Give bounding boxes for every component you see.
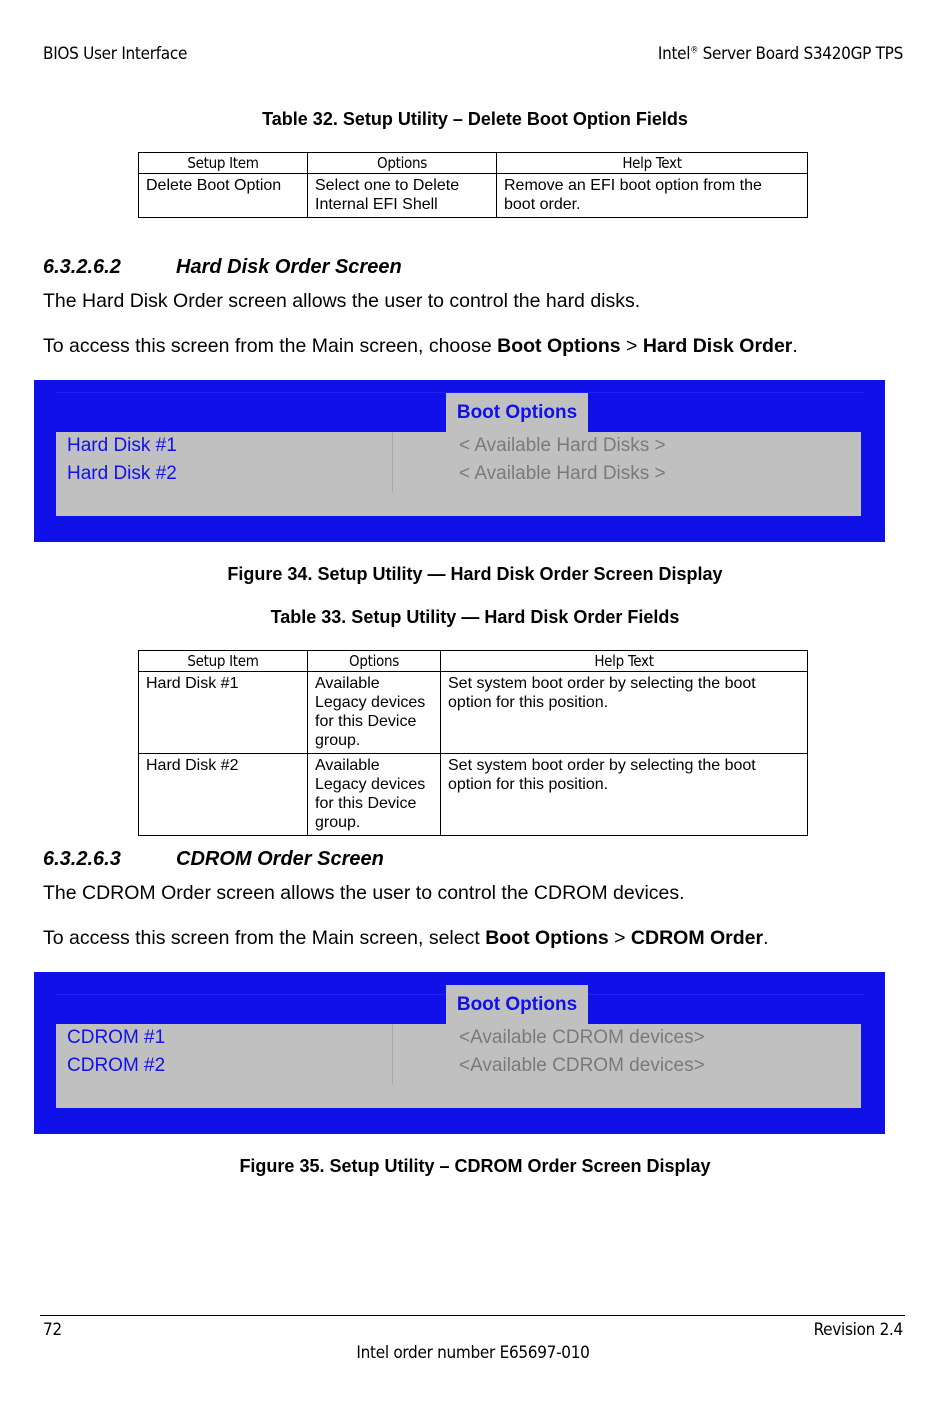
registered-mark: ® [690, 45, 699, 56]
bios-panel [56, 1024, 861, 1108]
header-help-text: Help Text [441, 651, 808, 672]
text: To access this screen from the Main screen, select [43, 927, 486, 949]
cell-help [441, 754, 808, 836]
header-options: Options [308, 153, 497, 174]
text: > [620, 335, 643, 357]
cell-item: Delete Boot Option [139, 174, 308, 218]
bios-value[interactable]: < Available Hard Disks > [459, 435, 666, 456]
running-header-left: BIOS User Interface [43, 44, 188, 64]
options-line: Legacy devices [315, 776, 426, 793]
cell-item: Hard Disk #1 [139, 672, 308, 754]
options-line: Available [315, 675, 380, 692]
options-line: Internal EFI Shell [315, 196, 438, 213]
header-product: Server Board S3420GP TPS [698, 44, 903, 64]
help-line: boot order. [504, 196, 581, 213]
section-number: 6.3.2.6.3 [43, 848, 121, 870]
table-row [139, 754, 808, 836]
table-header-row [139, 153, 808, 174]
header-brand: Intel [657, 44, 691, 64]
bios-value[interactable]: <Available CDROM devices> [459, 1055, 705, 1076]
help-line: option for this position. [448, 776, 609, 793]
header-options: Options [308, 651, 441, 672]
revision: Revision 2.4 [813, 1320, 903, 1340]
cell-options [308, 672, 441, 754]
help-line: Set system boot order by selecting the boot [448, 757, 756, 774]
paragraph-access [43, 927, 769, 950]
column-divider [392, 432, 393, 492]
paragraph-access [43, 335, 798, 358]
cell-options [308, 754, 441, 836]
bios-value[interactable]: < Available Hard Disks > [459, 463, 666, 484]
header-help-text: Help Text [497, 153, 808, 174]
text: . [763, 927, 769, 949]
options-line: for this Device [315, 795, 417, 812]
section-title: CDROM Order Screen [176, 848, 384, 870]
bios-screen-hard-disk-order [34, 380, 885, 542]
help-line: Set system boot order by selecting the boot [448, 675, 756, 692]
bold-text: Boot Options [497, 335, 621, 357]
options-line: Legacy devices [315, 694, 426, 711]
text: To access this screen from the Main screen, choose [43, 335, 498, 357]
footer-rule [40, 1315, 905, 1316]
bold-text: Hard Disk Order [642, 335, 793, 357]
help-line: Remove an EFI boot option from the [504, 177, 762, 194]
cell-help [497, 174, 808, 218]
text: > [608, 927, 631, 949]
cell-options [308, 174, 497, 218]
cell-item: Hard Disk #2 [139, 754, 308, 836]
header-setup-item: Setup Item [139, 153, 308, 174]
bios-item-cdrom-1[interactable]: CDROM #1 [67, 1027, 166, 1048]
tab-boot-options[interactable]: Boot Options [446, 393, 588, 433]
paragraph: The CDROM Order screen allows the user to control the CDROM devices. [43, 882, 685, 904]
bios-item-hard-disk-1[interactable]: Hard Disk #1 [67, 435, 177, 456]
table32 [138, 152, 808, 218]
bios-screen-cdrom-order [34, 972, 885, 1134]
table33-caption: Table 33. Setup Utility — Hard Disk Order Fields [270, 607, 680, 627]
options-line: group. [315, 814, 361, 831]
column-divider [392, 1024, 393, 1084]
running-header-right [658, 44, 903, 64]
order-number: Intel order number E65697-010 [356, 1343, 590, 1363]
options-line: Available [315, 757, 380, 774]
paragraph: The Hard Disk Order screen allows the user to control the hard disks. [43, 290, 641, 312]
table-header-row [139, 651, 808, 672]
bold-text: Boot Options [485, 927, 609, 949]
table-row [139, 174, 808, 218]
options-line: for this Device [315, 713, 417, 730]
bios-item-hard-disk-2[interactable]: Hard Disk #2 [67, 463, 177, 484]
bios-item-cdrom-2[interactable]: CDROM #2 [67, 1055, 166, 1076]
text: . [792, 335, 798, 357]
cell-help [441, 672, 808, 754]
header-setup-item: Setup Item [139, 651, 308, 672]
page-number: 72 [43, 1320, 62, 1340]
options-line: group. [315, 732, 361, 749]
table33 [138, 650, 808, 836]
bios-value[interactable]: <Available CDROM devices> [459, 1027, 705, 1048]
options-line: Select one to Delete [315, 177, 460, 194]
figure35-caption: Figure 35. Setup Utility – CDROM Order Screen Display [239, 1156, 711, 1176]
bios-panel [56, 432, 861, 516]
tab-boot-options[interactable]: Boot Options [446, 985, 588, 1025]
section-number: 6.3.2.6.2 [43, 256, 121, 278]
figure34-caption: Figure 34. Setup Utility — Hard Disk Order Screen Display [227, 564, 723, 584]
table32-caption: Table 32. Setup Utility – Delete Boot Option Fields [262, 109, 688, 129]
help-line: option for this position. [448, 694, 609, 711]
bold-text: CDROM Order [630, 927, 764, 949]
section-title: Hard Disk Order Screen [176, 256, 402, 278]
table-row [139, 672, 808, 754]
